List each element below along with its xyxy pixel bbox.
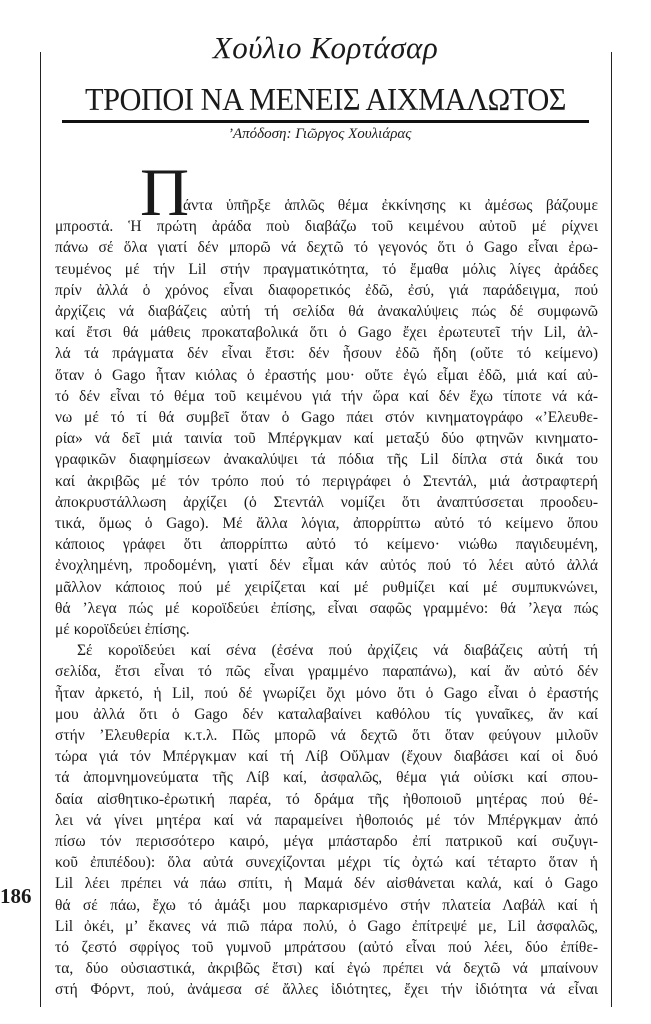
title-underline <box>62 120 589 123</box>
text-line: στή Φόρντ, πού, ἀνάμεσα σέ ἄλλες ἰδιότητες, ἔχει τήν ἰδιότητα νά εἶναι <box>55 981 598 999</box>
text-line: ἀποκρυστάλλωση ἀρχίζει (ὁ Στεντάλ νομίζει ὅτι ἀναπτύσσεται προοδευ- <box>55 493 598 511</box>
text-line: δαία αἰσθητικο-ἐρωτική παρέα, τό δράμα τῆς ἠθοποιοῦ μητέρας πού θέ- <box>55 790 598 808</box>
left-margin-rule <box>40 52 41 1007</box>
text-line: πάνω σέ ὅλα γιατί δέν μπορῶ νά δεχτῶ τό γεγονός ὅτι ὁ Gago εἶναι ἐρω- <box>55 239 598 257</box>
text-line: κοῦ ἐπιπέδου): ὅλα αὐτά συνεχίζονται μέχρι τίς ὀχτώ καί τέταρτο ὅταν ἡ <box>55 854 598 872</box>
text-line: θά ’λεγα πώς μέ κοροϊδεύει ἐπίσης, εἶναι σαφῶς γραμμένο: θά ’λεγα πώς <box>55 599 598 617</box>
first-text-line: άντα ὑπῆρξε ἁπλῶς θέμα ἐκκίνησης κι ἀμέσως βάζουμε <box>183 197 598 214</box>
author-name: Χούλιο Κορτάσαρ <box>212 30 439 65</box>
text-line: λά τά πράγματα δέν εἶναι ἔτσι: δέν ἦσουν ἐδῶ ἤδη (οὔτε τό κείμενο) <box>55 345 598 363</box>
text-line: ρία» νά δεῖ μιά ταινία τοῦ Μπέργκμαν καί μεταξύ δύο φτηνῶν κινηματο- <box>55 430 598 448</box>
text-line: Lil ὀκέι, μ’ ἔκανες νά πιῶ πάρα πολύ, ὁ Gago ἐπίτρεψέ με, Lil ἀσφαλῶς, <box>55 917 598 935</box>
page-title: ΤΡΟΠΟΙ ΝΑ ΜΕΝΕΙΣ ΑΙΧΜΑΛΩΤΟΣ <box>84 82 566 117</box>
text-line: σελίδα, ἔτσι εἶναι τό πῶς εἶναι γραμμένο παραπάνω), καί ἄν αὐτό δέν <box>55 663 598 681</box>
translator-credit: ’Απόδοση: Γιῶργος Χουλιάρας <box>228 126 412 142</box>
text-line: μᾶλλον κάποιος πού μέ χειρίζεται καί μέ ρυθμίζει καί μέ συμπυκνώνει, <box>55 578 598 596</box>
text-line: νω μέ τό τί θά συμβεῖ ὅταν ὁ Gago πάει στόν κινηματογράφο «’Ελευθε- <box>55 409 598 426</box>
text-line: τευμένος μέ τήν Lil στήν πραγματικότητα, τό ἔμαθα μόλις λίγες ἀράδες <box>55 260 598 278</box>
drop-cap-letter: Π <box>140 154 190 230</box>
text-line: στήν ’Ελευθερία κ.τ.λ. Πῶς μπορῶ νά δεχτῶ ὅτι ὅταν φεύγουν μιλοῦν <box>55 727 598 744</box>
text-line: Σέ κοροϊδεύει καί σένα (ἐσένα πού ἀρχίζεις νά διαβάζεις αὐτή τή <box>77 642 598 660</box>
text-line: καί ἔτσι θά μάθεις προκαταβολικά ὅτι ὁ Gago ἔχει ἐρωτευτεῖ τήν Lil, ἀλ- <box>55 324 598 342</box>
text-line: γραφικῶν διαφημίσεων ἀνακαλύψει τά πόδια τῆς Lil δίπλα στά δικά του <box>55 451 598 469</box>
text-line: τό ζεστό σφρίγος τοῦ γυμνοῦ μπράτσου (αὐτό εἶναι πού λέει, δύο ἐπίθε- <box>55 939 598 956</box>
text-line: μπροστά. Ἡ πρώτη ἀράδα ποὺ διαβάζω τοῦ κειμένου αὐτοῦ μέ ρίχνει <box>55 218 598 236</box>
text-line: τικά, ὅμως ὁ Gago). Μέ ἄλλα λόγια, ἀπορρίπτω αὐτό τό κείμενο ὅπου <box>55 515 598 532</box>
text-line: Lil λέει πρέπει νά πάω σπίτι, ἡ Μαμά δέν αἰσθάνεται καλά, καί ὁ Gago <box>55 875 598 893</box>
page-number: 186 <box>0 884 32 908</box>
text-line: πίσω τόν περισσότερο καιρό, μέγα μπάσταρδο ἐπί πατρικοῦ καί συζυγι- <box>55 833 598 850</box>
text-line: μέ κοροϊδεύει ἐπίσης. <box>55 621 190 638</box>
text-line: τά ἀπομνημονεύματα τῆς Λίβ καί, ἀσφαλῶς, θέμα γιά οὐίσκι καί σπου- <box>55 769 598 787</box>
text-line: καί ἀκριβῶς μέ τόν τρόπο πού τό περιγράφει ὁ Στεντάλ, μιά ἀστραφτερή <box>55 472 598 490</box>
text-line: τα, δύο οὐσιαστικά, ἀκριβῶς ἔτσι) καί ἐγώ πρέπει νά δεχτῶ νά μπαίνουν <box>55 960 598 978</box>
text-line: ἀρχίζεις νά διαβάζεις αὐτή τή σελίδα θά ἀνακαλύψεις πώς δέ συμφωνῶ <box>55 303 598 320</box>
text-line: θά σέ πάω, ἔχω τό ἁμάξι μου παρκαρισμένο στήν πλατεία Λαβάλ καί ἡ <box>55 896 598 914</box>
text-line: τό δέν εἶναι τό θέμα τοῦ κειμένου γιά τήν ὥρα καί δέν ἔχω τίποτε νά κά- <box>55 387 598 405</box>
text-line: λει νά γίνει μητέρα καί νά παραμείνει ἠθοποιός μέ τόν Μπέργκμαν ἀπό <box>55 811 598 829</box>
text-line: τώρα γιά τόν Μπέργκμαν καί τή Λίβ Οὔλμαν (ἔχουν διαβάσει καί οἱ δυό <box>55 748 598 766</box>
text-line: ἐνοχλημένη, προδομένη, γιατί δέν εἶμαι κάν αὐτός πού τό λέει αὐτό ἀλλά <box>55 557 598 575</box>
text-line: ὅταν ὁ Gago ἦταν κιόλας ὁ ἐραστής μου· οὔτε ἐγώ εἶμαι ἐδῶ, μιά καί αὐ- <box>55 366 598 384</box>
text-line: κάποιος γράφει ὅτι ἀπορρίπτω αὐτό τό κείμενο· νιώθω παγιδευμένη, <box>55 536 598 554</box>
text-line: ἦταν ἀρκετό, ἡ Lil, πού δέ γνωρίζει ὄχι μόνο ὅτι ὁ Gago εἶναι ὁ ἐραστής <box>55 684 598 702</box>
right-margin-rule <box>611 52 612 1007</box>
text-line: μου ἀλλά ὅτι ὁ Gago δέν καταλαβαίνει καθόλου τίς γυναῖκες, ἄν καί <box>55 705 598 723</box>
text-line: πρίν ἀλλά ὁ χρόνος εἶναι διαφορετικός ἐδῶ, ἐσύ, γιά παράδειγμα, πού <box>55 281 598 299</box>
